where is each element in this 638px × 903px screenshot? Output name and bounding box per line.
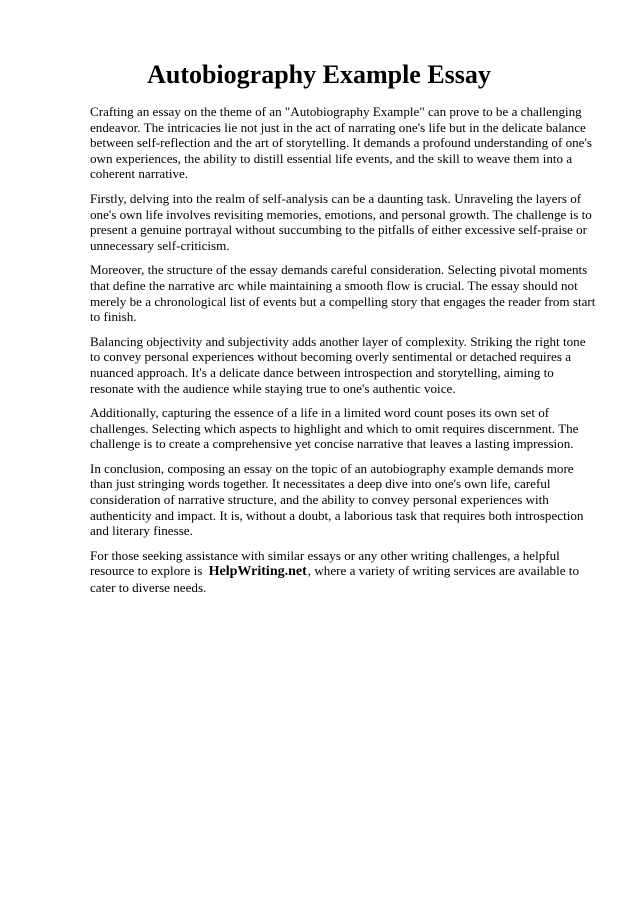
closing-text-before: For those seeking assistance with similar essays or any other writing challenges, a helpful resource to explore is bbox=[90, 547, 560, 579]
helpwriting-link[interactable]: HelpWriting.net bbox=[208, 564, 307, 580]
document-title: Autobiography Example Essay bbox=[147, 60, 491, 89]
paragraph-4: Balancing objectivity and subjectivity adds another layer of complexity. Striking the right tone to convey personal experiences without becoming overly sentimental or detached requires a nuanced approach. It's a delicate dance between introspection and storytelling, aiming to resonate with the audience while staying true to one's authentic voice. bbox=[90, 333, 586, 396]
document-body bbox=[90, 104, 596, 605]
closing-text-after: , where a variety of writing services are available to cater to diverse needs. bbox=[90, 563, 579, 596]
paragraph-1: Crafting an essay on the theme of an "Autobiography Example" can prove to be a challenging endeavor. The intricacies lie not just in the act of narrating one's life but in the delicate balance between self-reflection and the art of storytelling. It demands a profound understanding of one's own experiences, the ability to distill essential life events, and the skill to weave them into a coherent narrative. bbox=[90, 104, 592, 182]
paragraph-2: Firstly, delving into the realm of self-analysis can be a daunting task. Unraveling the layers of one's own life involves revisiting memories, emotions, and personal growth. The challenge is to present a genuine portrayal without succumbing to the pitfalls of either excessive self-praise or unnecessary self-criticism. bbox=[90, 190, 592, 253]
paragraph-5: Additionally, capturing the essence of a life in a limited word count poses its own set of challenges. Selecting which aspects to highlight and which to omit requires discernment. The challenge is to create a comprehensive yet concise narrative that leaves a lasting impression. bbox=[90, 405, 579, 452]
closing-paragraph bbox=[90, 548, 596, 596]
paragraph-6: In conclusion, composing an essay on the topic of an autobiography example demands more than just stringing words together. It necessitates a deep dive into one's own life, careful consideration of narrative structure, and the ability to convey personal experiences with authenticity and impact. It is, without a doubt, a laborious task that requires both introspection and literary finesse. bbox=[90, 460, 584, 539]
paragraph-3: Moreover, the structure of the essay demands careful consideration. Selecting pivotal moments that define the narrative arc while maintaining a smooth flow is crucial. The essay should not merely be a chronological list of events but a compelling story that engages the reader from start to finish. bbox=[90, 262, 596, 325]
